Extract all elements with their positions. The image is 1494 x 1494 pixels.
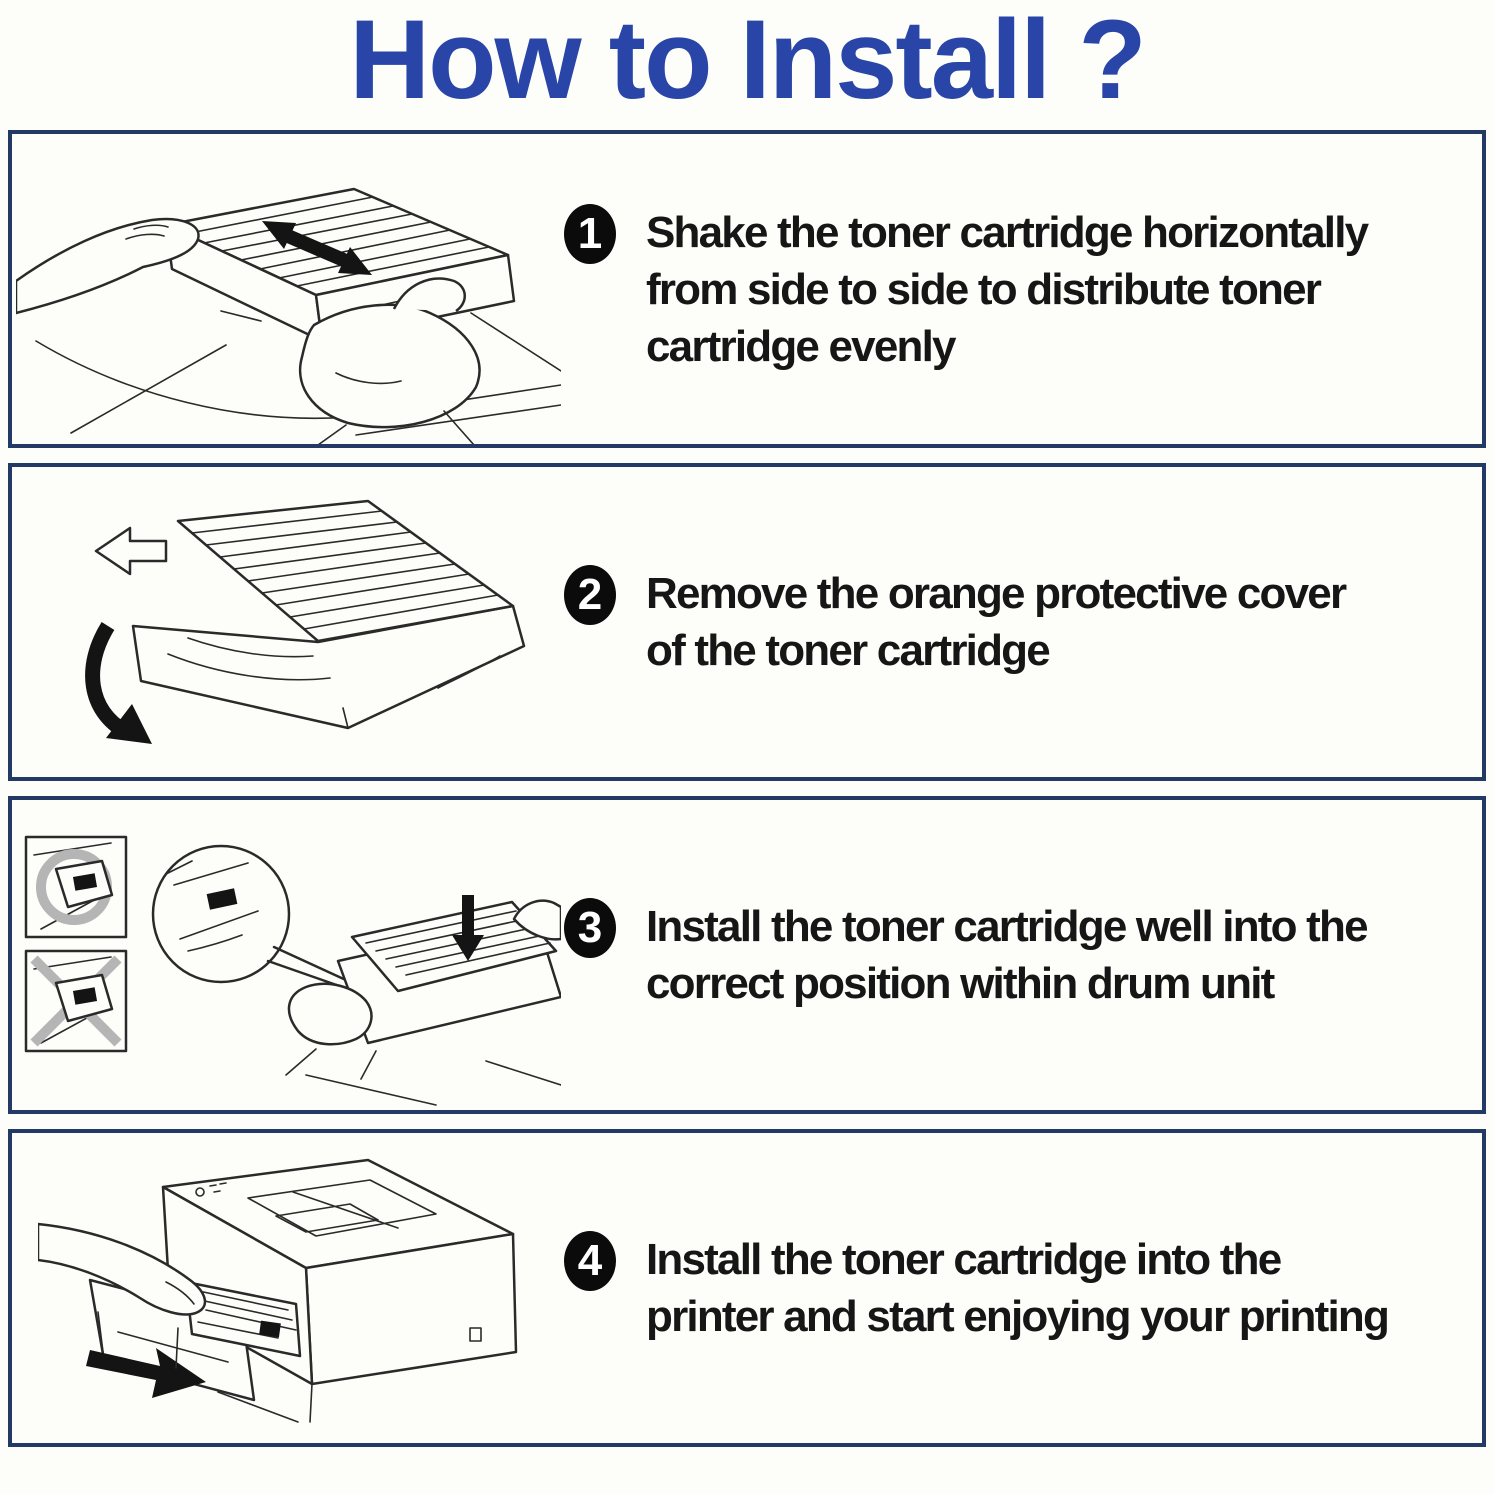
- step-3-text: Install the toner cartridge well into the correct position within drum unit: [646, 902, 1367, 1008]
- step-2-illustration: [12, 467, 564, 777]
- step-4-illustration: [12, 1133, 564, 1443]
- step-2-panel: [8, 463, 1486, 781]
- step-1-panel: [8, 130, 1486, 448]
- remove-cover-illustration: [38, 467, 538, 777]
- step-3-panel: [8, 796, 1486, 1114]
- shake-cartridge-illustration: [16, 134, 561, 444]
- step-4-text: Install the toner cartridge into the printer and start enjoying your printing: [646, 1235, 1389, 1341]
- insert-into-printer-illustration: [38, 1133, 538, 1443]
- step-2-text: Remove the orange protective cover of the toner cartridge: [646, 569, 1346, 675]
- install-into-drum-illustration: [16, 800, 561, 1110]
- step-1-number-badge: 1: [564, 204, 616, 264]
- step-3-number-badge: 3: [564, 898, 616, 958]
- step-3-illustration: [12, 800, 564, 1110]
- step-4-panel: [8, 1129, 1486, 1447]
- step-1-illustration: [12, 134, 564, 444]
- step-4-number-badge: 4: [564, 1231, 616, 1291]
- step-2-number-badge: 2: [564, 565, 616, 625]
- page-title: How to Install ?: [349, 0, 1145, 122]
- step-1-text: Shake the toner cartridge horizontally from side to side to distribute toner cartridge evenly: [646, 207, 1368, 371]
